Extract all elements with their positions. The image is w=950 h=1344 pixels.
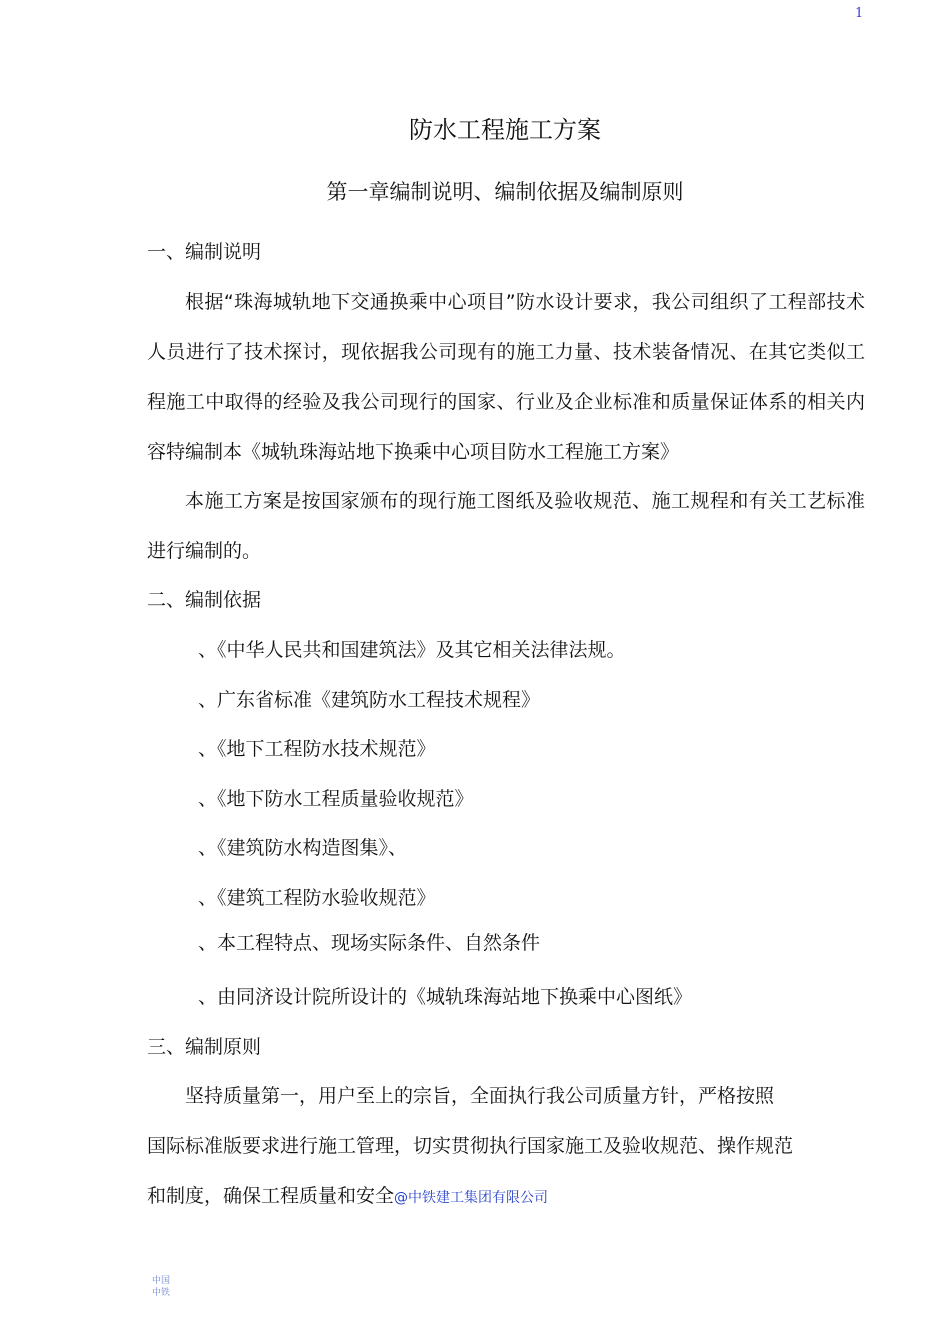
document-title: 防水工程施工方案 [409,116,601,144]
basis-list-item: 、《中华人民共和国建筑法》及其它相关法律法规。 [198,639,626,661]
basis-list-item: 、《建筑防水构造图集》、 [198,837,408,859]
basis-list-item: 、《建筑工程防水验收规范》 [198,887,436,909]
section-heading-preparation-notes: 一、编制说明 [147,241,262,263]
principles-line-last [147,1182,548,1212]
paragraph-preparation-notes: 根据“珠海城轨地下交通换乘中心项目”防水设计要求，我公司组织了工程部技术人员进行了技术探讨，现依据我公司现有的施工力量、技术装备情况、在其它类似工程施工中取得的经验及我公司现行的国家、行业及企业标准和质量保证体系的相关内容特编制本《城轨珠海站地下换乘中心项目防水工程施工方案》 [147,291,865,463]
watermark-line: 中国 [152,1276,171,1286]
section-heading-preparation-principles: 三、编制原则 [147,1036,262,1058]
watermark-logo-text [152,1275,170,1299]
principles-line: 坚持质量第一，用户至上的宗旨，全面执行我公司质量方针，严格按照 [185,1085,775,1107]
section-heading-preparation-basis: 二、编制依据 [147,589,262,611]
basis-list-item: 、《地下工程防水技术规范》 [198,738,436,760]
page-number: 1 [855,6,864,21]
principles-line-text: 和制度，确保工程质量和安全 [147,1185,395,1207]
basis-list-item: 、由同济设计院所设计的《城轨珠海站地下换乘中心图纸》 [198,986,693,1008]
paragraph-plan-basis: 本施工方案是按国家颁布的现行施工图纸及验收规范、施工规程和有关工艺标准进行编制的。 [147,490,865,562]
basis-list-item: 、本工程特点、现场实际条件、自然条件 [198,932,541,954]
principles-line: 国际标准版要求进行施工管理，切实贯彻执行国家施工及验收规范、操作规范 [147,1135,794,1157]
basis-list-item: 、广东省标准《建筑防水工程技术规程》 [198,689,541,711]
watermark-line: 中铁 [152,1288,171,1298]
company-tag: @中铁建工集团有限公司 [394,1190,549,1206]
chapter-title: 第一章编制说明、编制依据及编制原则 [326,180,684,204]
basis-list-item: 、《地下防水工程质量验收规范》 [198,788,474,810]
